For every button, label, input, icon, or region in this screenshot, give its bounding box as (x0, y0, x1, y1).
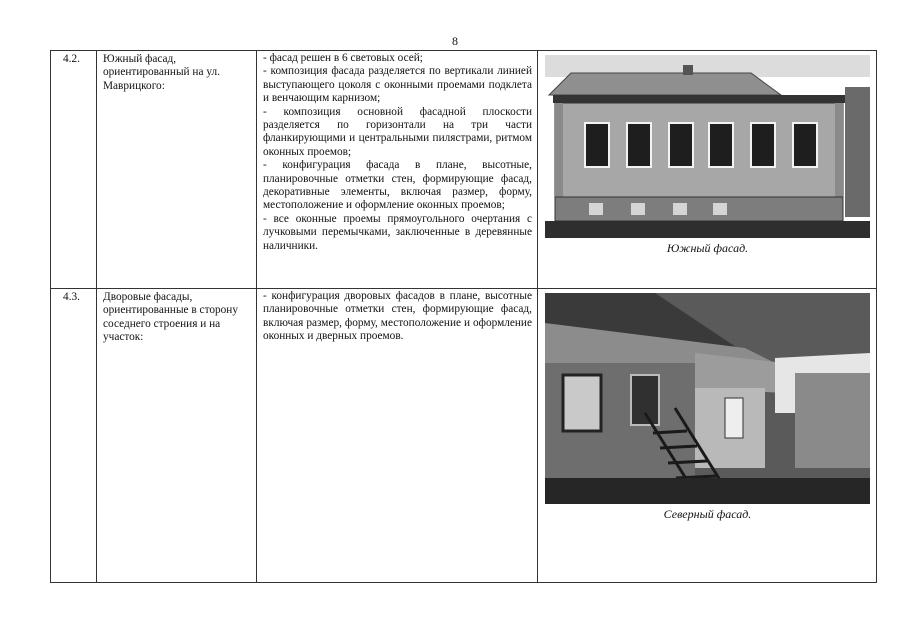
description-item: - композиция основной фасадной плоскости разделяется по горизонтали на три части фланкирующими и центральными пилястрами, ритмом оконных проемов; (263, 105, 532, 158)
photo-caption: Южный фасад. (666, 241, 749, 255)
table-row (51, 51, 877, 289)
north-facade-photo (545, 293, 870, 504)
row-title: Дворовые фасады, ориентированные в сторону соседнего строения и на участок: (97, 289, 257, 583)
description-item: - фасад решен в 6 световых осей; (263, 52, 423, 64)
description-item: - конфигурация дворовых фасадов в плане, высотные планировочные отметки стен, формирующие фасад, включая размер, форму, местоположение и оформление оконных и дверных проемов. (263, 290, 532, 343)
table-row (51, 289, 877, 583)
description-item: - все оконные проемы прямоугольного очертания с лучковыми перемычками, заключенные в деревянные наличники. (263, 212, 532, 252)
row-description (257, 289, 538, 583)
photo-cell (538, 51, 877, 289)
row-title: Южный фасад, ориентированный на ул. Маврицкого: (97, 51, 257, 289)
description-item: - композиция фасада разделяется по вертикали линией выступающего цоколя с оконными проемами подклета и венчающим карнизом; (263, 65, 532, 105)
south-facade-photo (545, 55, 870, 238)
monument-features-table (50, 50, 877, 583)
photo-cell (538, 289, 877, 583)
row-description (257, 51, 538, 289)
row-number: 4.2. (51, 51, 97, 289)
row-number: 4.3. (51, 289, 97, 583)
description-item: - конфигурация фасада в плане, высотные, планировочные отметки стен, формирующие фасад, декоративные элементы, включая размер, форму, местоположение и оформление оконных проемов; (263, 159, 532, 212)
photo-caption: Северный фасад. (663, 507, 752, 521)
page-number: 8 (452, 34, 458, 48)
